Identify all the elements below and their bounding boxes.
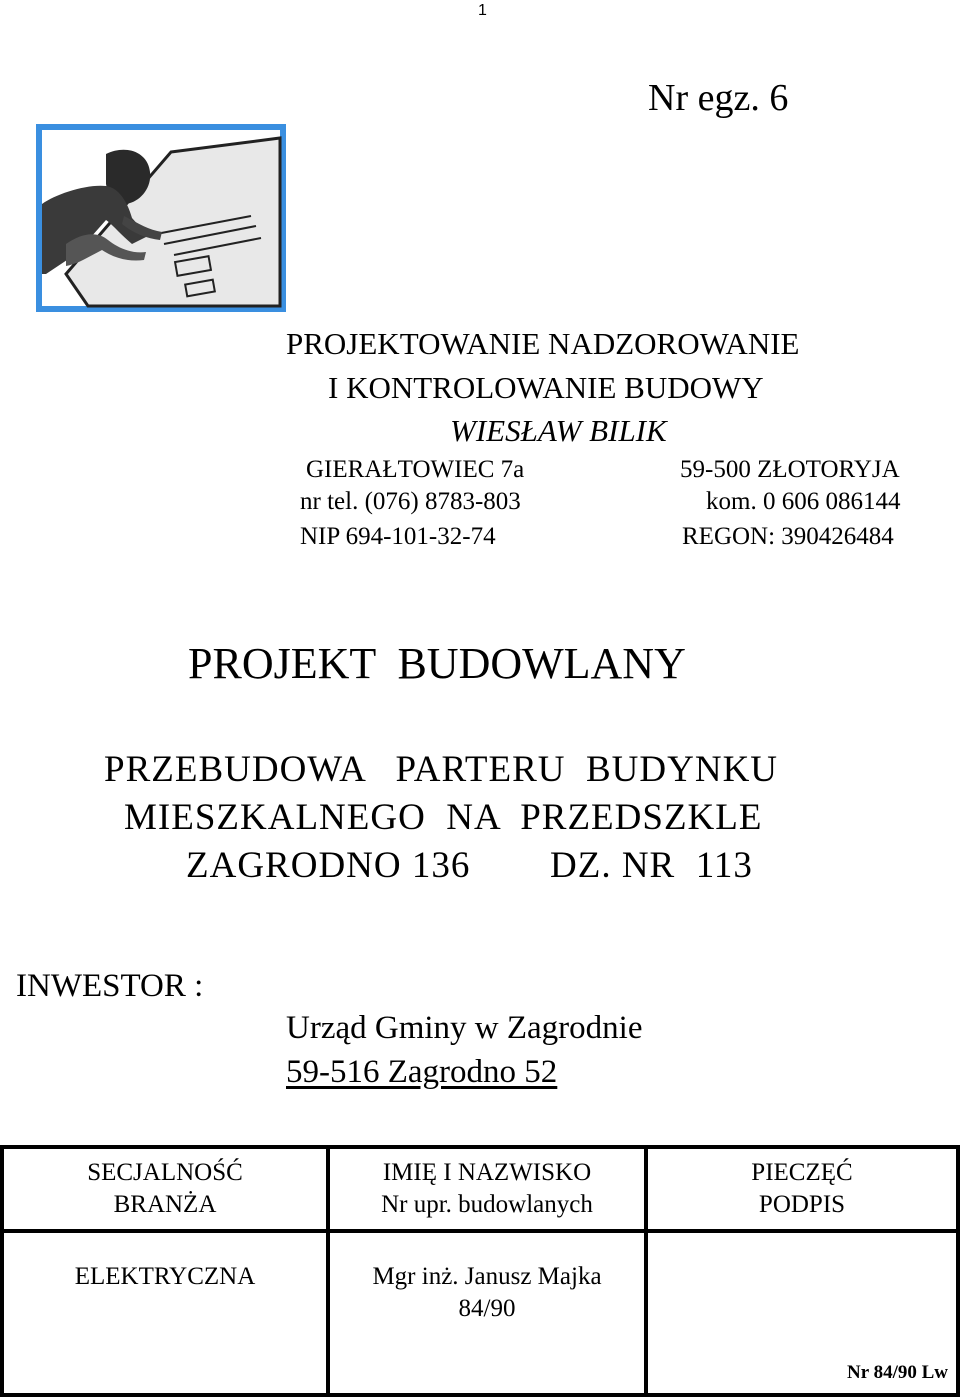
header-specialty-line1: SECJALNOŚĆ (87, 1159, 243, 1186)
header-name-line2: Nr upr. budowlanych (381, 1191, 593, 1218)
project-location: ZAGRODNO 136 (186, 845, 471, 886)
designer-license: 84/90 (458, 1295, 516, 1322)
stamp-note: Nr 84/90 Lw (847, 1362, 948, 1383)
project-title: PROJEKT BUDOWLANY (188, 639, 686, 688)
architect-drawing-icon (36, 124, 286, 312)
header-name (328, 1147, 646, 1231)
firm-regon: REGON: 390426484 (682, 523, 894, 550)
header-specialty (2, 1147, 328, 1231)
firm-city: 59-500 ZŁOTORYJA (680, 456, 900, 483)
firm-nip: NIP 694-101-32-74 (300, 523, 496, 550)
firm-name-line1: PROJEKTOWANIE NADZOROWANIE (286, 326, 800, 361)
investor-name: Urząd Gminy w Zagrodnie (286, 1010, 643, 1046)
investor-address: 59-516 Zagrodno 52 (286, 1054, 558, 1090)
branch-cell: ELEKTRYCZNA (2, 1231, 328, 1395)
stamp-cell (646, 1231, 958, 1395)
copy-number: Nr egz. 6 (648, 77, 789, 119)
project-plot: DZ. NR 113 (550, 845, 753, 886)
firm-name-line2: I KONTROLOWANIE BUDOWY (328, 370, 764, 405)
project-description-line2: MIESZKALNEGO NA PRZEDSZKLE (124, 797, 763, 838)
firm-street: GIERAŁTOWIEC 7a (306, 456, 525, 483)
header-name-line1: IMIĘ I NAZWISKO (382, 1159, 592, 1186)
firm-phone: nr tel. (076) 8783-803 (300, 488, 521, 515)
designer-name: Mgr inż. Janusz Majka (372, 1263, 602, 1290)
header-specialty-line2: BRANŻA (113, 1191, 217, 1218)
project-description-line1: PRZEBUDOWA PARTERU BUDYNKU (104, 749, 779, 790)
investor-label: INWESTOR : (16, 968, 204, 1004)
table-row (2, 1231, 958, 1395)
header-stamp-line2: PODPIS (758, 1191, 846, 1218)
designer-cell (328, 1231, 646, 1395)
signature-table (0, 1145, 960, 1397)
header-stamp (646, 1147, 958, 1231)
firm-owner: WIESŁAW BILIK (450, 413, 667, 448)
firm-mobile: kom. 0 606 086144 (706, 488, 901, 515)
table-header-row (2, 1147, 958, 1231)
header-stamp-line1: PIECZĘĆ (751, 1159, 853, 1186)
page-number: 1 (478, 2, 487, 19)
